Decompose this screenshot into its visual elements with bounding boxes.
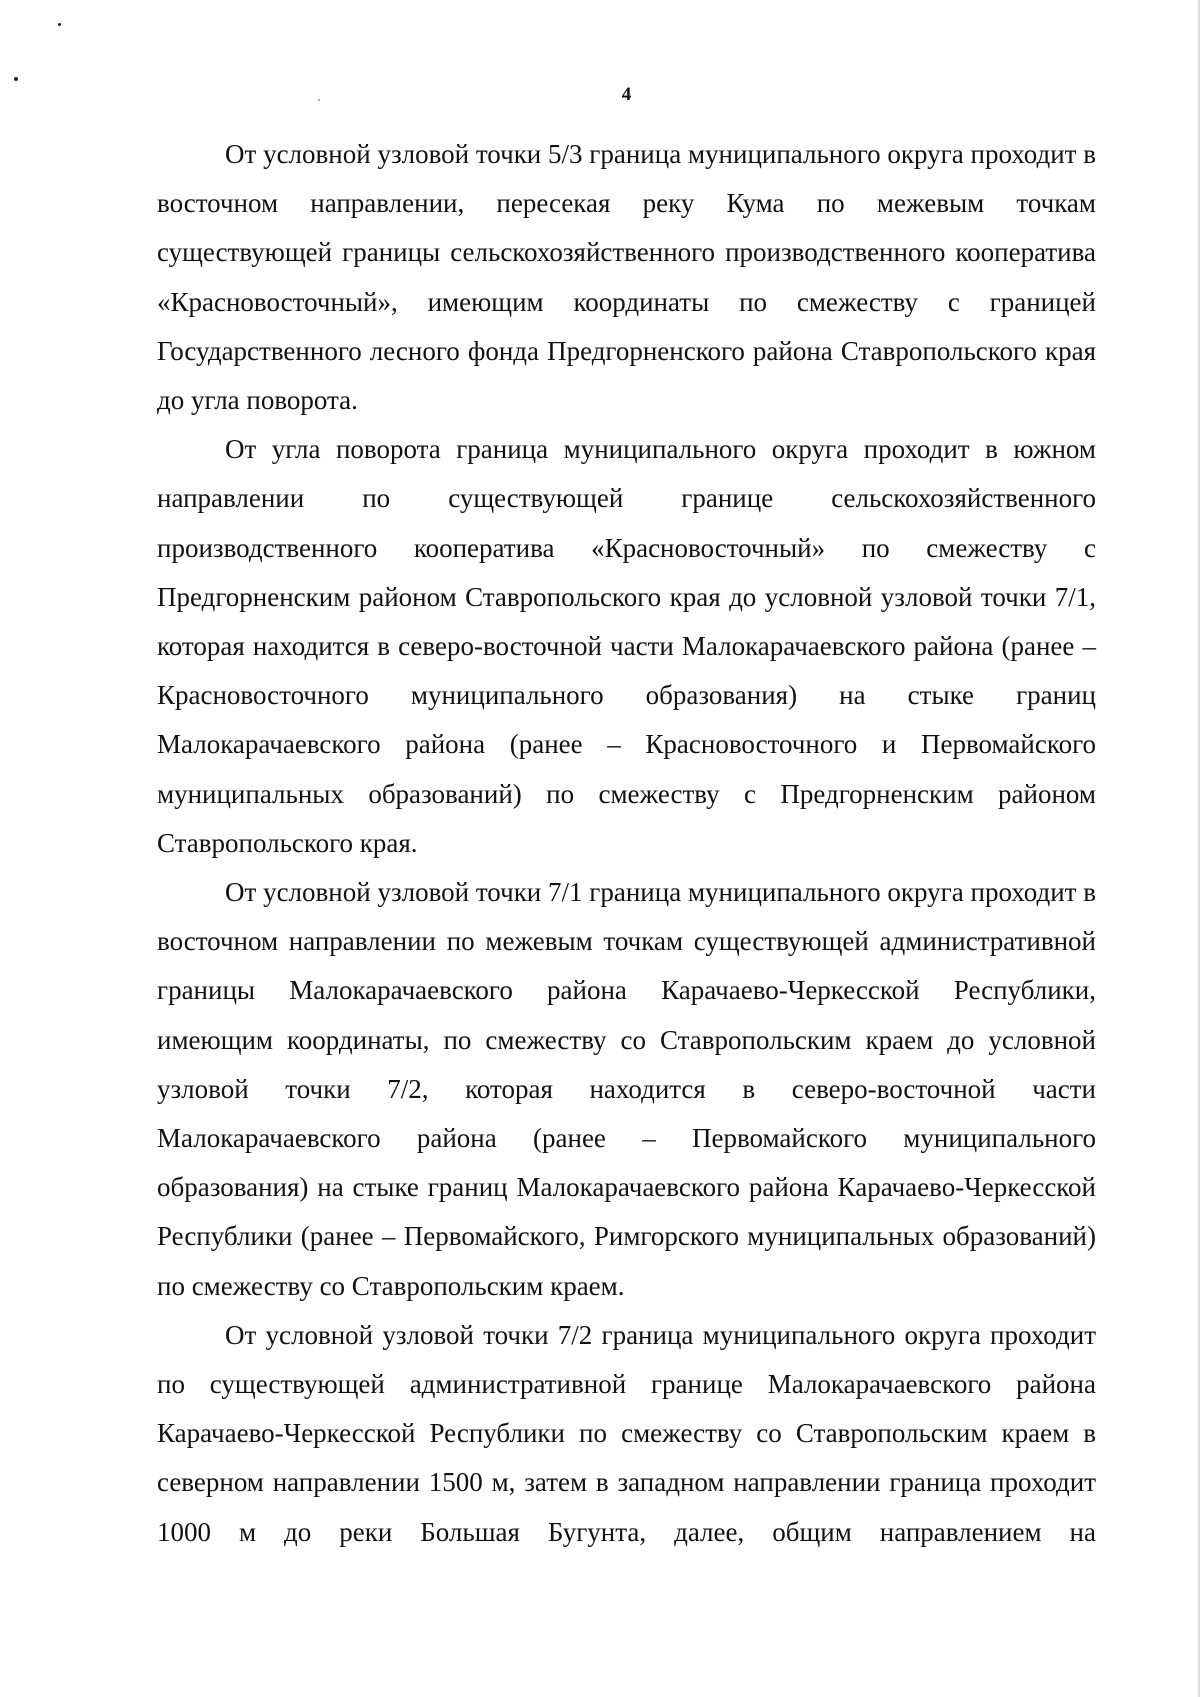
- scan-speck: [14, 77, 18, 81]
- paragraph: От условной узловой точки 7/2 граница муниципального округа проходит по существующей административной границе Малокарачаевского района Карачаево-Черкесской Республики по смежеству со Ставропольским краем в северном направлении 1500 м, затем в западном направлении граница проходит 1000 м до реки Большая Бугунта, далее, общим направлением на: [157, 1319, 1096, 1547]
- scan-speck: [58, 23, 61, 26]
- document-body: [157, 130, 1096, 1557]
- paragraph: От условной узловой точки 7/1 граница муниципального округа проходит в восточном направлении по межевым точкам существующей административной границы Малокарачаевского района Карачаево-Черкесской Республики, имеющим координаты, по смежеству со Ставропольским краем до условной узловой точки 7/2, которая находится в северо-восточной части Малокарачаевского района (ранее – Первомайского муниципального образования) на стыке границ Малокарачаевского района Карачаево-Черкесской Республики (ранее – Первомайского, Римгорского муниципальных образований) по смежеству со Ставропольским краем.: [157, 877, 1096, 1301]
- paragraph: От условной узловой точки 5/3 граница муниципального округа проходит в восточном направлении, пересекая реку Кума по межевым точкам существующей границы сельскохозяйственного производственного кооператива «Красновосточный», имеющим координаты по смежеству с границей Государственного лесного фонда Предгорненского района Ставропольского края до угла поворота.: [157, 139, 1096, 416]
- paragraph: От угла поворота граница муниципального округа проходит в южном направлении по существующей границе сельскохозяйственного производственного кооператива «Красновосточный» по смежеству с Предгорненским районом Ставропольского края до условной узловой точки 7/1, которая находится в северо-восточной части Малокарачаевского района (ранее – Красновосточного муниципального образования) на стыке границ Малокарачаевского района (ранее – Красновосточного и Первомайского муниципальных образований) по смежеству с Предгорненским районом Ставропольского края.: [157, 434, 1096, 858]
- page-number: 4: [621, 84, 632, 105]
